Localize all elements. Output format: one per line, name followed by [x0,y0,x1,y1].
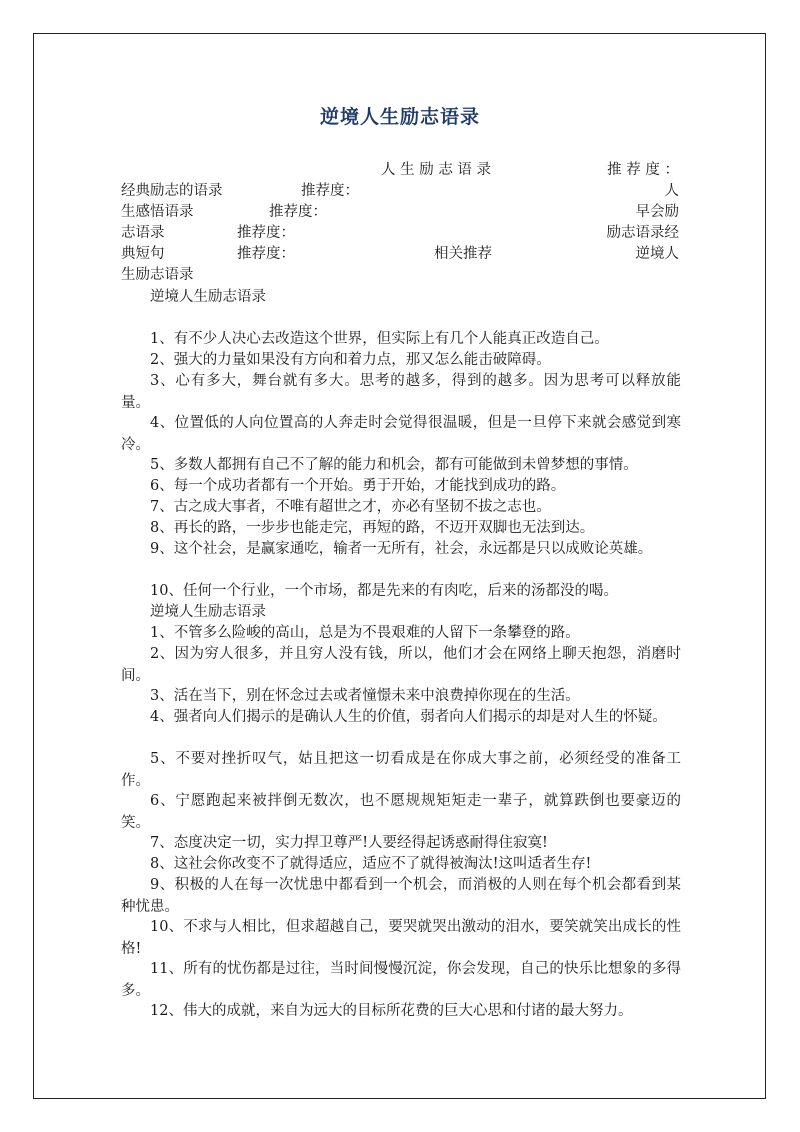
header-rating-label: 推荐度： [237,246,295,262]
header-link[interactable]: 人 [664,183,679,199]
list-item: 2、因为穷人很多，并且穷人没有钱，所以，他们才会在网络上聊天抱怨，消磨时间。 [121,646,681,684]
header-rating-label: 推 荐 度 ： [607,162,679,178]
section-heading-2: 逆境人生励志语录 [150,604,266,620]
section-heading-1: 逆境人生励志语录 [150,289,266,305]
list-item: 6、宁愿跑起来被拌倒无数次，也不愿规规矩矩走一辈子，就算跌倒也要豪迈的笑。 [121,793,681,831]
list-item: 11、所有的忧伤都是过往，当时间慢慢沉淀，你会发现，自己的快乐比想象的多得多。 [121,961,681,999]
list-item: 10、不求与人相比，但求超越自己，要哭就哭出激动的泪水，要笑就笑出成长的性格! [121,919,681,957]
list-item: 3、心有多大，舞台就有多大。思考的越多，得到的越多。因为思考可以释放能量。 [121,373,681,411]
list-item: 2、强大的力量如果没有方向和着力点，那又怎么能击破障碍。 [150,352,551,368]
list-item: 6、每一个成功者都有一个开始。勇于开始，才能找到成功的路。 [150,478,566,494]
header-link[interactable]: 早会励 [635,204,679,220]
list-item: 10、任何一个行业，一个市场，都是先来的有肉吃，后来的汤都没的喝。 [150,583,618,599]
header-link[interactable]: 生感悟语录 [121,204,194,220]
list-item: 1、有不少人决心去改造这个世界，但实际上有几个人能真正改造自己。 [150,331,609,347]
list-item: 12、伟大的成就，来自为远大的目标所花费的巨大心思和付诸的最大努力。 [150,1003,633,1019]
header-link-main[interactable]: 人 生 励 志 语 录 [381,162,492,178]
list-item: 5、多数人都拥有自己不了解的能力和机会，都有可能做到未曾梦想的事情。 [150,457,638,473]
list-item: 5、不要对挫折叹气，姑且把这一切看成是在你成大事之前，必须经受的准备工作。 [121,751,681,789]
header-rating-label: 推荐度： [237,225,295,241]
header-line-6 [121,265,679,286]
page-title: 逆境人生励志语录 [319,106,480,128]
header-link[interactable]: 经典励志的语录 [121,183,223,199]
related-label: 相关推荐 [434,246,492,262]
list-item: 4、强者向人们揭示的是确认人生的价值，弱者向人们揭示的却是对人生的怀疑。 [150,709,667,725]
list-item: 9、积极的人在每一次忧患中都看到一个机会，而消极的人则在每个机会都看到某种忧患。 [121,877,681,915]
list-item: 7、态度决定一切，实力捍卫尊严!人要经得起诱惑耐得住寂寞! [150,835,548,851]
list-item: 1、不管多么险峻的高山，总是为不畏艰难的人留下一条攀登的路。 [150,625,580,641]
header-link[interactable]: 志语录 [121,225,165,241]
header-rating-label: 推荐度： [269,204,327,220]
list-item: 9、这个社会，是赢家通吃，输者一无所有，社会，永远都是只以成败论英雄。 [150,541,653,557]
list-item: 7、古之成大事者，不唯有超世之才，亦必有坚韧不拔之志也。 [150,499,551,515]
header-link[interactable]: 励志语录经 [606,225,679,241]
header-rating-label: 推荐度： [301,183,359,199]
list-item: 8、再长的路，一步步也能走完，再短的路，不迈开双脚也无法到达。 [150,520,595,536]
header-link[interactable]: 典短句 [121,246,165,262]
list-item: 8、这社会你改变不了就得适应，适应不了就得被淘汰!这叫适者生存! [150,856,592,872]
header-link[interactable]: 逆境人 [635,246,679,262]
header-link[interactable]: 生励志语录 [121,267,194,283]
list-item: 4、位置低的人向位置高的人奔走时会觉得很温暖，但是一旦停下来就会感觉到寒冷。 [121,415,681,453]
list-item: 3、活在当下，别在怀念过去或者憧憬未来中浪费掉你现在的生活。 [150,688,580,704]
